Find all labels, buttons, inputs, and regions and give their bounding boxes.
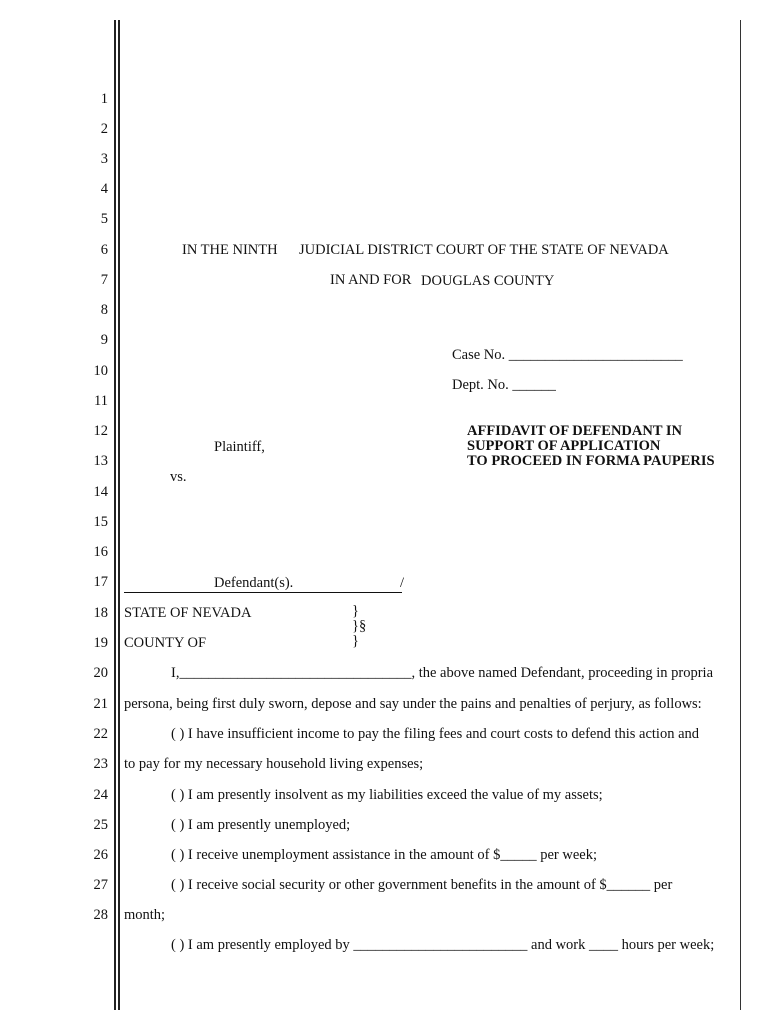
venue-brace: }	[352, 633, 359, 649]
line-number: 11	[94, 393, 108, 409]
versus-label: vs.	[170, 469, 187, 485]
right-margin-rule	[740, 20, 741, 1010]
document-title-line-1: AFFIDAVIT OF DEFENDANT IN	[467, 423, 682, 439]
line-number: 9	[100, 332, 108, 348]
line-number: 5	[100, 211, 108, 227]
court-district: IN THE NINTH	[182, 242, 278, 258]
left-margin-rule-outer	[114, 20, 116, 1010]
line-number: 4	[100, 181, 108, 197]
line-number: 17	[93, 574, 108, 590]
line-number: 28	[93, 907, 108, 923]
document-title-line-3: TO PROCEED IN FORMA PAUPERIS	[467, 453, 715, 469]
line-number: 7	[100, 272, 108, 288]
line-number: 25	[93, 817, 108, 833]
caption-slash: /	[400, 575, 405, 591]
dept-number-field[interactable]: Dept. No. ______	[452, 377, 556, 393]
line-number: 2	[100, 121, 108, 137]
line-number: 14	[93, 484, 108, 500]
court-county: DOUGLAS COUNTY	[421, 273, 555, 289]
checkbox-government-benefits[interactable]: ( ) I receive social security or other government benefits in the amount of $______ per	[171, 877, 673, 893]
case-number-field[interactable]: Case No. ________________________	[452, 347, 683, 363]
left-margin-rule-inner	[118, 20, 120, 1010]
defendant-name-line[interactable]	[124, 592, 402, 593]
checkbox-unemployment-assistance[interactable]: ( ) I receive unemployment assistance in the amount of $_____ per week;	[171, 847, 598, 863]
venue-brace-section: }§	[352, 618, 367, 634]
document-title-line-2: SUPPORT OF APPLICATION	[467, 438, 661, 454]
line-number: 27	[93, 877, 108, 893]
line-number: 21	[93, 696, 108, 712]
line-number: 6	[100, 242, 108, 258]
line-number: 15	[93, 514, 108, 530]
line-number: 20	[93, 665, 108, 681]
line-number: 10	[93, 363, 108, 379]
venue-state: STATE OF NEVADA	[124, 605, 252, 621]
venue-brace: }	[352, 603, 359, 619]
line-number: 3	[100, 151, 108, 167]
line-number: 16	[93, 544, 108, 560]
line-number: 26	[93, 847, 108, 863]
line-number: 1	[100, 91, 108, 107]
line-number: 19	[93, 635, 108, 651]
plaintiff-label: Plaintiff,	[214, 439, 265, 455]
line-number: 23	[93, 756, 108, 772]
line-number: 12	[93, 423, 108, 439]
checkbox-employed[interactable]: ( ) I am presently employed by ________________________ and work ____ hours per week;	[171, 937, 715, 953]
court-in-and-for: IN AND FOR	[330, 272, 412, 288]
line-number: 8	[100, 302, 108, 318]
affiant-name-line[interactable]: I,________________________________, the above named Defendant, proceeding in propria	[171, 665, 714, 681]
court-name: JUDICIAL DISTRICT COURT OF THE STATE OF NEVADA	[299, 242, 669, 258]
line-number: 22	[93, 726, 108, 742]
venue-county-field[interactable]: COUNTY OF	[124, 635, 207, 651]
checkbox-insufficient-income[interactable]: ( ) I have insufficient income to pay the filing fees and court costs to defend this action and	[171, 726, 700, 742]
checkbox-insolvent[interactable]: ( ) I am presently insolvent as my liabilities exceed the value of my assets;	[171, 787, 603, 803]
defendant-label: Defendant(s).	[214, 575, 294, 591]
checkbox-unemployed[interactable]: ( ) I am presently unemployed;	[171, 817, 351, 833]
body-text: month;	[124, 907, 166, 923]
body-text: persona, being first duly sworn, depose and say under the pains and penalties of perjury, as follows:	[124, 696, 702, 712]
line-number: 24	[93, 787, 108, 803]
body-text: to pay for my necessary household living expenses;	[124, 756, 424, 772]
line-number: 13	[93, 453, 108, 469]
line-number: 18	[93, 605, 108, 621]
